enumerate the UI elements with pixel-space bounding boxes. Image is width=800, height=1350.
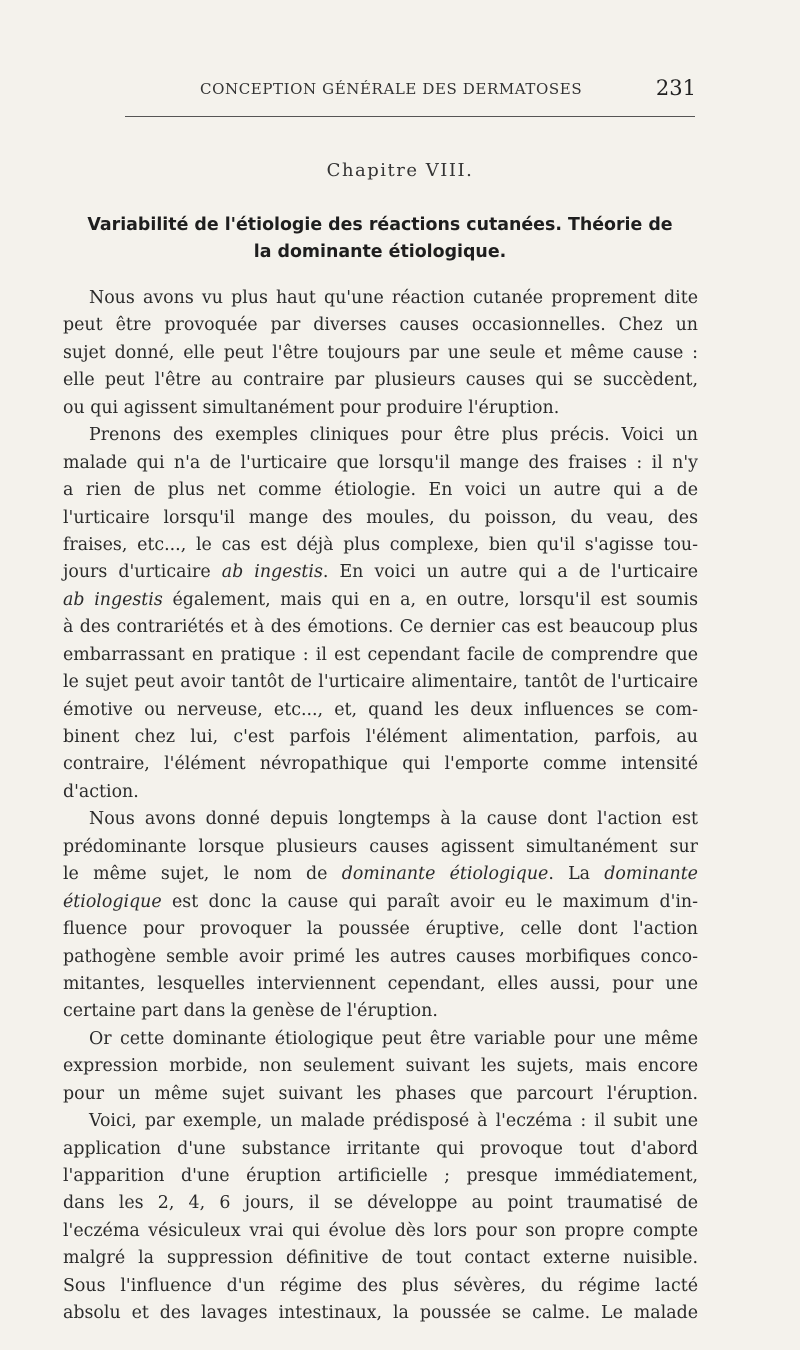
running-head: [200, 78, 696, 102]
text-line: Nous avons donné depuis longtemps à la cause dont l'action est: [89, 809, 698, 830]
text-line: certaine part dans la genèse de l'éruption.: [63, 1001, 438, 1022]
text-line: l'eczéma vésiculeux vrai qui évolue dès lors pour son propre compte: [63, 1220, 698, 1241]
text-line: elle peut l'être au contraire par plusieurs causes qui se succèdent,: [63, 370, 698, 391]
text-segment: . En voici un autre qui a de l'urticaire: [322, 562, 698, 583]
text-line: Nous avons vu plus haut qu'une réaction cutanée proprement dite: [89, 288, 698, 308]
text-segment: . La: [548, 864, 605, 885]
text-line: Sous l'influence d'un régime des plus sévères, du régime lacté: [63, 1275, 698, 1296]
text-line: fraises, etc..., le cas est déjà plus complexe, bien qu'il s'agisse tou-: [63, 534, 698, 555]
text-line: l'urticaire lorsqu'il mange des moules, du poisson, du veau, des: [63, 507, 698, 528]
italic-term: dominante: [604, 864, 698, 885]
text-line: à des contrariétés et à des émotions. Ce dernier cas est beaucoup plus: [63, 617, 698, 638]
text-line: binent chez lui, c'est parfois l'élément alimentation, parfois, au: [63, 727, 698, 747]
text-line: le sujet peut avoir tantôt de l'urticaire alimentaire, tantôt de l'urticaire: [63, 672, 698, 693]
text-line: mitantes, lesquelles interviennent cependant, elles aussi, pour une: [63, 973, 698, 994]
section-title-line: Variabilité de l'étiologie des réactions cutanées. Théorie de: [87, 215, 673, 235]
text-line: [63, 889, 698, 916]
italic-term: étiologique: [63, 891, 162, 912]
text-line: embarrassant en pratique : il est cependant facile de comprendre que: [63, 644, 698, 665]
text-line: sujet donné, elle peut l'être toujours par une seule et même cause :: [63, 342, 698, 363]
text-line: fluence pour provoquer la poussée éruptive, celle dont l'action: [63, 919, 698, 940]
text-line: dans les 2, 4, 6 jours, il se développe au point traumatisé de: [63, 1193, 698, 1214]
body-text: [63, 285, 698, 1328]
section-title-line: la dominante étiologique.: [253, 242, 507, 263]
text-segment: également, mais qui en a, en outre, lorsqu'il est soumis: [162, 589, 698, 610]
text-line: expression morbide, non seulement suivant les sujets, mais encore: [63, 1056, 698, 1077]
text-segment: est donc la cause qui paraît avoir eu le maximum d'in-: [161, 891, 698, 912]
text-line: émotive ou nerveuse, etc..., et, quand les deux influences se com-: [63, 699, 698, 720]
section-title: [62, 212, 698, 267]
text-line: absolu et des lavages intestinaux, la poussée se calme. Le malade: [63, 1303, 698, 1324]
italic-term: dominante étiologique: [341, 864, 549, 885]
text-line: malgré la suppression définitive de tout contact externe nuisible.: [63, 1248, 698, 1269]
text-line: [63, 559, 698, 586]
text-line: peut être provoquée par diverses causes occasionnelles. Chez un: [63, 315, 698, 336]
text-line: malade qui n'a de l'urticaire que lorsqu'il mange des fraises : il n'y: [63, 452, 698, 473]
text-line: a rien de plus net comme étiologie. En voici un autre qui a de: [63, 480, 698, 501]
text-line: contraire, l'élément névropathique qui l'emporte comme intensité: [63, 754, 698, 775]
text-segment: le même sujet, le nom de: [63, 864, 342, 885]
running-title: CONCEPTION GÉNÉRALE DES DERMATOSES: [200, 80, 583, 98]
text-line: pour un même sujet suivant les phases que parcourt l'éruption.: [63, 1083, 698, 1104]
text-line: Voici, par exemple, un malade prédisposé à l'eczéma : il subit une: [89, 1111, 698, 1132]
chapter-heading: Chapitre VIII.: [326, 160, 474, 181]
text-line: application d'une substance irritante qui provoque tout d'abord: [63, 1138, 698, 1159]
text-segment: jours d'urticaire: [63, 562, 222, 583]
text-line: Prenons des exemples cliniques pour être plus précis. Voici un: [89, 425, 698, 446]
text-line: [63, 587, 698, 614]
italic-term: ab ingestis: [63, 589, 163, 610]
italic-term: ab ingestis: [221, 562, 323, 583]
header-rule: [125, 116, 695, 117]
page-number: 231: [655, 76, 696, 100]
text-line: Or cette dominante étiologique peut être variable pour une même: [89, 1028, 698, 1049]
text-line: d'action.: [63, 781, 139, 802]
text-line: l'apparition d'une éruption artificielle ; presque immédiatement,: [63, 1166, 698, 1186]
text-line: pathogène semble avoir primé les autres causes morbifiques conco-: [63, 946, 698, 967]
text-line: prédominante lorsque plusieurs causes agissent simultanément sur: [63, 836, 698, 857]
text-line: [63, 861, 698, 888]
text-line: ou qui agissent simultanément pour produire l'éruption.: [63, 397, 560, 418]
